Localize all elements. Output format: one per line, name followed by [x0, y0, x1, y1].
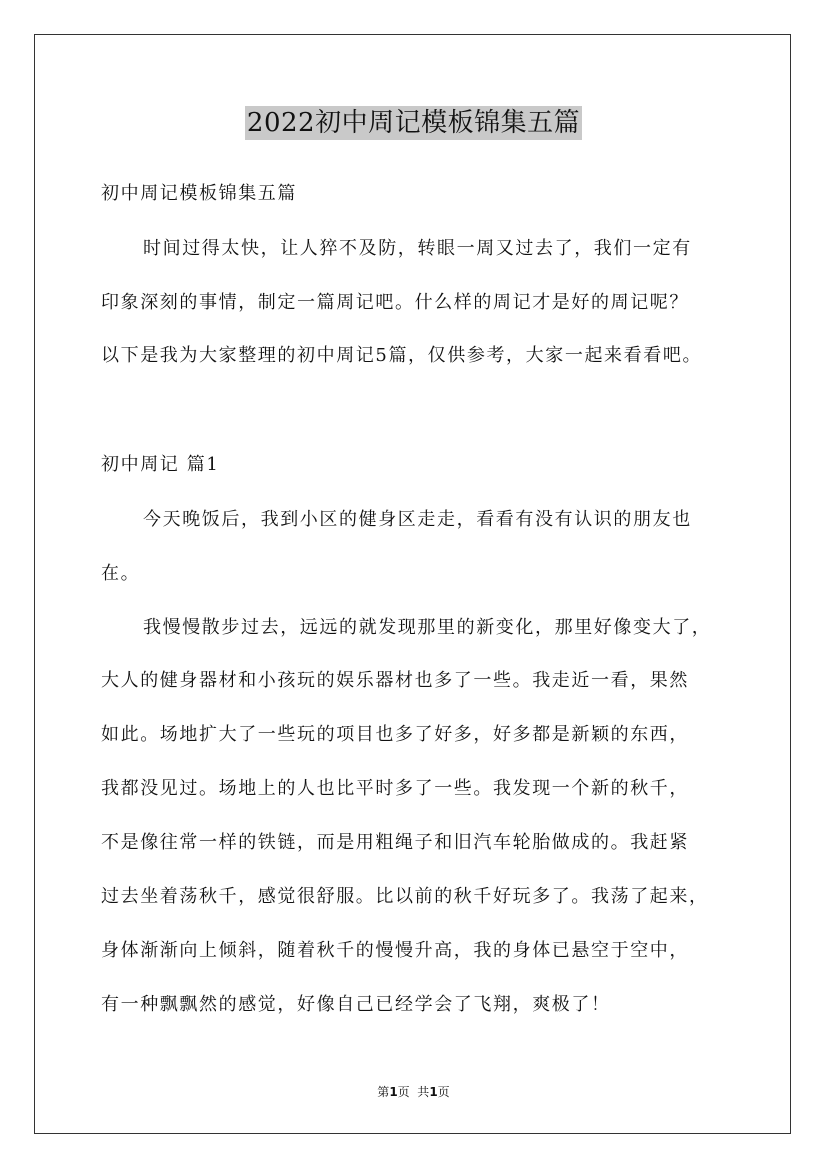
- paragraph-line: 如此。场地扩大了一些玩的项目也多了好多，好多都是新颖的东西，: [101, 724, 689, 745]
- document-title-text: 2022初中周记模板锦集五篇: [246, 108, 581, 138]
- intro-line: 以下是我为大家整理的初中周记5篇，仅供参考，大家一起来看看吧。: [101, 345, 703, 366]
- paragraph-line: 大人的健身器材和小孩玩的娱乐器材也多了一些。我走近一看，果然: [101, 670, 689, 691]
- footer-page-number: 1: [389, 1085, 398, 1099]
- paragraph-line: 过去坐着荡秋千，感觉很舒服。比以前的秋千好玩多了。我荡了起来，: [101, 886, 709, 907]
- footer-page-prefix: 第: [377, 1085, 390, 1099]
- paragraph-line: 我都没见过。场地上的人也比平时多了一些。我发现一个新的秋千，: [101, 778, 689, 799]
- paragraph-line: 今天晚饭后，我到小区的健身区走走，看看有没有认识的朋友也: [143, 509, 692, 530]
- footer-page-suffix: 页: [437, 1085, 450, 1099]
- document-title: [0, 101, 827, 145]
- paragraph-line: 有一种飘飘然的感觉，好像自己已经学会了飞翔，爽极了！: [101, 994, 611, 1015]
- footer-total-pages: 1: [429, 1085, 438, 1099]
- paragraph-line: 身体渐渐向上倾斜，随着秋千的慢慢升高，我的身体已悬空于空中，: [101, 940, 689, 961]
- paragraph-line: 在。: [101, 563, 141, 584]
- document-subtitle: 初中周记模板锦集五篇: [101, 183, 297, 204]
- paragraph-line: 我慢慢散步过去，远远的就发现那里的新变化，那里好像变大了，: [143, 617, 712, 638]
- footer-page-mid: 页 共: [397, 1085, 430, 1099]
- intro-line: 印象深刻的事情，制定一篇周记吧。什么样的周记才是好的周记呢？: [101, 292, 689, 313]
- page-footer: [0, 1083, 827, 1101]
- intro-line: 时间过得太快，让人猝不及防，转眼一周又过去了，我们一定有: [143, 238, 692, 259]
- section-heading: 初中周记 篇1: [101, 454, 220, 475]
- paragraph-line: 不是像往常一样的铁链，而是用粗绳子和旧汽车轮胎做成的。我赶紧: [101, 832, 689, 853]
